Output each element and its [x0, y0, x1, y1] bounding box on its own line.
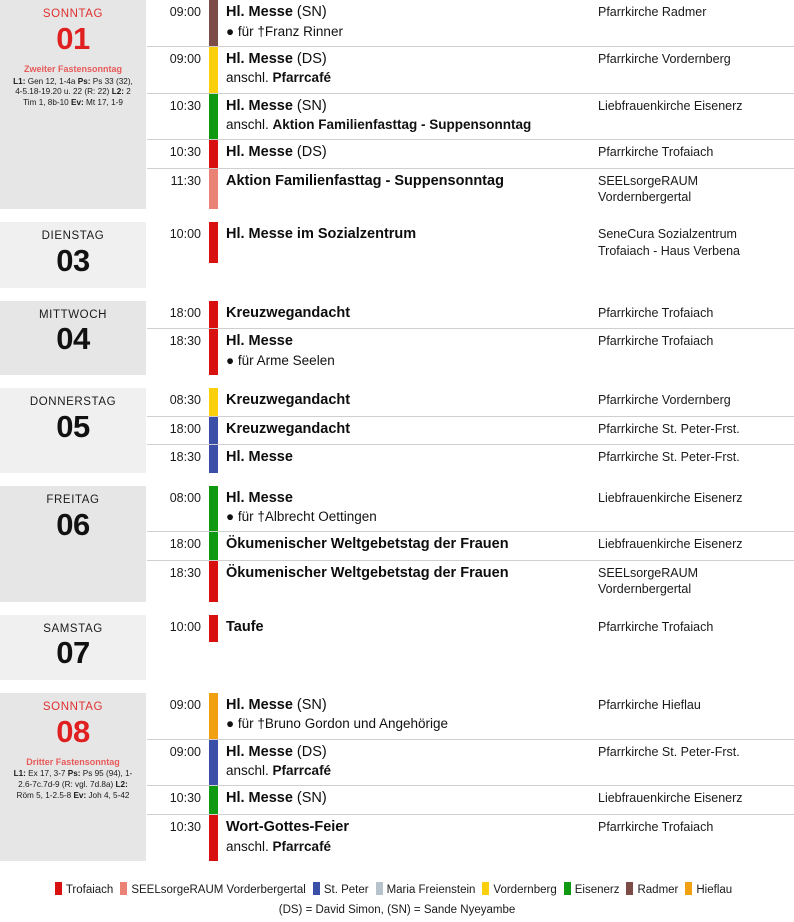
event-row[interactable]: [147, 486, 794, 533]
event-row[interactable]: [147, 786, 794, 815]
day-number: 07: [56, 635, 90, 671]
event-description: [226, 169, 594, 210]
events-column: [146, 222, 794, 287]
parish-color-bar: [209, 786, 218, 814]
day-block: [0, 388, 794, 474]
event-row[interactable]: [147, 693, 794, 740]
event-time: 09:00: [169, 5, 201, 19]
event-followup-prefix: anschl.: [226, 70, 273, 86]
legend-label: St. Peter: [323, 883, 369, 896]
day-number: 05: [56, 408, 90, 444]
event-location: Pfarrkirche Vordernberg: [598, 393, 731, 408]
legend-label: Hieflau: [696, 883, 733, 896]
event-row[interactable]: [147, 0, 794, 47]
legend-item: [376, 882, 476, 899]
events-column: [146, 693, 794, 861]
event-followup: [226, 838, 588, 856]
weekday-label: SONNTAG: [42, 700, 104, 713]
parish-color-bar: [209, 615, 218, 643]
legend-item: [482, 882, 556, 899]
events-column: [146, 0, 794, 209]
legend-label: Eisenerz: [574, 883, 620, 896]
event-location: Pfarrkirche Trofaiach: [598, 619, 714, 634]
event-title-text: Aktion Familienfasttag - Suppensonntag: [226, 172, 504, 189]
weekday-label: DIENSTAG: [41, 230, 105, 243]
events-column: [146, 615, 794, 680]
day-block: [0, 0, 794, 210]
day-number: 01: [56, 20, 90, 56]
day-block-separator: [0, 474, 794, 486]
event-time: 10:30: [169, 98, 201, 113]
event-title: [226, 304, 588, 324]
event-location: SEELsorgeRAUM Vordernbergertal: [598, 173, 699, 205]
day-block: [0, 301, 794, 376]
legend-label: Trofaiach: [65, 883, 114, 896]
date-column: [0, 615, 146, 680]
event-followup: [226, 69, 588, 87]
event-time: 10:00: [169, 227, 201, 242]
event-description: [226, 615, 594, 643]
day-block-separator: [0, 210, 794, 222]
legend-color-swatch: [482, 882, 489, 895]
weekday-label: MITTWOCH: [38, 308, 108, 321]
event-followup-name: Pfarrcafé: [272, 763, 332, 779]
event-time: 10:30: [169, 791, 201, 806]
event-followup-prefix: anschl.: [226, 763, 273, 779]
event-description: [226, 417, 594, 445]
legend-label: Maria Freienstein: [386, 883, 476, 896]
event-location: Pfarrkirche Hieflau: [598, 697, 701, 712]
event-row[interactable]: [147, 169, 794, 210]
event-row[interactable]: [147, 94, 794, 141]
event-title: [226, 535, 588, 555]
event-location: Liebfrauenkirche Eisenerz: [598, 791, 743, 806]
scripture-readings: L1: Ex 17, 3-7 Ps: Ps 95 (94), 1-2.6-7c.7d-9 (R: vgl. 7d.8a) L2: Röm 5, 1-2.5-8 Ev: Joh 4, 5-42: [13, 769, 133, 800]
event-description: [226, 693, 594, 739]
event-title-text: Ökumenischer Weltgebetstag der Frauen: [226, 536, 509, 553]
event-time: 09:00: [169, 744, 201, 759]
event-row[interactable]: [147, 329, 794, 375]
event-followup-prefix: anschl.: [226, 838, 273, 854]
event-title: [226, 818, 588, 838]
event-title-text: Taufe: [226, 618, 264, 635]
parish-color-bar: [209, 169, 218, 210]
event-title: [226, 143, 588, 163]
parish-color-bar: [209, 417, 218, 445]
event-row[interactable]: [147, 417, 794, 446]
event-location: Pfarrkirche Trofaiach: [598, 145, 714, 160]
day-number: 06: [56, 506, 90, 542]
event-title-text: Hl. Messe: [226, 333, 293, 350]
event-description: [226, 301, 594, 329]
event-time: 11:30: [170, 173, 201, 188]
day-block-separator: [0, 862, 794, 874]
event-title-text: Kreuzwegandacht: [226, 304, 351, 321]
parish-color-bar: [209, 693, 218, 739]
legend-color-swatch: [120, 882, 127, 895]
event-title-text: Hl. Messe: [226, 790, 293, 807]
event-description: [226, 740, 594, 786]
event-description: [226, 388, 594, 416]
weekday-label: SAMSTAG: [43, 622, 103, 635]
event-intention-note: ● für †Bruno Gordon und Angehörige: [226, 716, 449, 732]
event-title-text: Hl. Messe: [226, 144, 293, 161]
event-title-text: Hl. Messe: [226, 449, 293, 466]
parish-color-bar: [209, 815, 218, 861]
event-title-text: Ökumenischer Weltgebetstag der Frauen: [226, 565, 509, 582]
event-description: [226, 486, 594, 532]
date-column: [0, 222, 146, 287]
day-number: 04: [56, 321, 90, 357]
event-row[interactable]: [147, 445, 794, 473]
legend-color-swatch: [55, 882, 62, 895]
event-description: [226, 47, 594, 93]
event-title: [226, 97, 588, 117]
event-title: [226, 789, 588, 809]
event-location: SEELsorgeRAUM Vordernbergertal: [598, 566, 699, 597]
celebrant-abbreviation: (DS): [292, 743, 327, 760]
day-block-separator: [0, 289, 794, 301]
event-location: Pfarrkirche St. Peter-Frst.: [598, 450, 740, 465]
parish-color-bar: [209, 301, 218, 329]
date-column: [0, 388, 146, 473]
legend-label: Radmer: [637, 883, 679, 896]
event-description: [226, 815, 594, 861]
parish-color-bar: [209, 0, 218, 46]
legend-color-swatch: [685, 882, 692, 895]
event-location: Pfarrkirche Trofaiach: [598, 819, 714, 834]
event-followup-name: Pfarrcafé: [272, 838, 332, 854]
event-time: 18:00: [169, 421, 201, 436]
day-block: [0, 615, 794, 681]
weekday-label: DONNERSTAG: [29, 396, 117, 409]
legend-item: [626, 882, 678, 899]
event-title: [226, 564, 588, 584]
event-title: [226, 696, 588, 716]
celebrant-abbreviation: (SN): [292, 696, 327, 713]
event-location: Pfarrkirche St. Peter-Frst.: [598, 744, 740, 759]
parish-color-legend: [0, 874, 794, 904]
events-column-filler: [147, 642, 794, 680]
event-description: [226, 445, 594, 473]
events-column: [146, 486, 794, 602]
parish-color-bar: [209, 329, 218, 375]
event-time: 18:30: [169, 334, 201, 349]
celebrant-abbreviation: (DS): [292, 50, 327, 67]
legend-color-swatch: [564, 882, 571, 895]
legend-item: [313, 882, 369, 899]
event-title: [226, 743, 588, 763]
event-time: 09:00: [169, 51, 201, 66]
day-block: [0, 486, 794, 603]
celebrant-abbreviation: (SN): [292, 97, 327, 114]
event-title-text: Hl. Messe: [226, 97, 293, 114]
legend-color-swatch: [626, 882, 633, 895]
event-title: [226, 618, 588, 638]
parish-color-bar: [209, 445, 218, 473]
event-row[interactable]: [147, 615, 794, 643]
event-description: [226, 329, 594, 375]
legend-color-swatch: [313, 882, 320, 895]
event-followup-name: Pfarrcafé: [272, 70, 332, 86]
event-title-text: Hl. Messe: [226, 696, 293, 713]
event-followup: [226, 116, 588, 134]
event-followup: [226, 762, 588, 780]
parish-color-bar: [209, 532, 218, 560]
event-description: [226, 0, 594, 46]
parish-color-bar: [209, 140, 218, 168]
event-time: 10:30: [169, 145, 201, 160]
day-block-separator: [0, 681, 794, 693]
parish-color-bar: [209, 486, 218, 532]
events-column: [146, 388, 794, 473]
date-column: [0, 301, 146, 375]
event-time: 10:30: [169, 819, 201, 834]
events-column: [146, 301, 794, 375]
event-time: 18:30: [169, 566, 201, 581]
legend-label: SEELsorgeRAUM Vorderbergertal: [131, 883, 306, 896]
date-column: [0, 0, 146, 209]
scripture-readings: L1: Gen 12, 1-4a Ps: Ps 33 (32), 4-5.18-19.20 u. 22 (R: 22) L2: 2 Tim 1, 8b-10 Ev: Mt 17, 1-9: [13, 76, 133, 108]
event-location: SeneCura Sozialzentrum Trofaiach - Haus Verbena: [598, 227, 740, 258]
event-title: [226, 3, 588, 23]
event-title-text: Kreuzwegandacht: [226, 392, 351, 409]
event-followup-name: Aktion Familienfasttag - Suppensonntag: [272, 117, 532, 133]
event-description: [226, 532, 594, 560]
legend-item: [55, 882, 114, 899]
event-followup-prefix: anschl.: [226, 117, 273, 133]
day-number: 08: [56, 713, 90, 749]
event-row[interactable]: [147, 301, 794, 330]
event-title: [226, 391, 588, 411]
weekday-label: FREITAG: [46, 493, 100, 506]
legend-item: [120, 882, 306, 899]
event-description: [226, 94, 594, 140]
day-block-separator: [0, 376, 794, 388]
celebrant-abbreviation: (DS): [292, 144, 327, 161]
date-column: [0, 486, 146, 602]
event-intention-note: ● für †Franz Rinner: [226, 23, 343, 39]
celebrant-abbreviation: (SN): [292, 4, 327, 20]
legend-item: [564, 882, 620, 899]
event-time: 18:00: [169, 305, 201, 320]
parish-color-bar: [209, 388, 218, 416]
parish-color-bar: [209, 740, 218, 786]
event-title-text: Kreuzwegandacht: [226, 420, 351, 437]
event-location: Pfarrkirche Trofaiach: [598, 334, 714, 349]
legend-abbreviation-note: (DS) = David Simon, (SN) = Sande Nyeyambe: [278, 903, 516, 916]
event-title: [226, 489, 588, 509]
feast-name: Dritter Fastensonntag: [26, 757, 120, 768]
event-time: 08:00: [169, 490, 201, 505]
event-row[interactable]: [147, 815, 794, 861]
celebrant-abbreviation: (SN): [292, 790, 327, 807]
date-column: [0, 693, 146, 861]
event-row[interactable]: [147, 561, 794, 602]
day-number: 03: [56, 243, 90, 279]
legend-item: [685, 882, 732, 899]
event-title-text: Hl. Messe: [226, 4, 293, 20]
event-title: [226, 225, 588, 245]
event-location: Pfarrkirche Radmer: [598, 5, 707, 19]
parish-color-bar: [209, 561, 218, 602]
parish-color-bar: [209, 47, 218, 93]
event-row[interactable]: [147, 47, 794, 94]
event-title: [226, 332, 588, 352]
event-title-text: Hl. Messe: [226, 743, 293, 760]
event-description: [226, 786, 594, 814]
event-location: Liebfrauenkirche Eisenerz: [598, 490, 743, 505]
event-time: 10:00: [169, 619, 201, 634]
event-title: [226, 172, 588, 192]
event-description: [226, 140, 594, 168]
parish-color-bar: [209, 222, 218, 263]
events-column-filler: [147, 263, 794, 288]
day-block-separator: [0, 603, 794, 615]
day-block: [0, 222, 794, 288]
event-location: Pfarrkirche Trofaiach: [598, 305, 714, 320]
event-description: [226, 222, 594, 263]
event-intention-note: ● für †Albrecht Oettingen: [226, 509, 377, 525]
event-description: [226, 561, 594, 602]
event-time: 08:30: [169, 393, 201, 408]
event-title: [226, 448, 588, 468]
event-row[interactable]: [147, 222, 794, 263]
event-title-text: Hl. Messe: [226, 50, 293, 67]
event-location: Pfarrkirche Vordernberg: [598, 51, 731, 66]
event-title-text: Hl. Messe im Sozialzentrum: [226, 226, 417, 243]
event-intention-note: ● für Arme Seelen: [226, 352, 335, 368]
event-row[interactable]: [147, 740, 794, 787]
event-time: 18:00: [169, 537, 201, 552]
event-row[interactable]: [147, 532, 794, 561]
legend-color-swatch: [376, 882, 383, 895]
day-block: [0, 693, 794, 862]
event-row[interactable]: [147, 140, 794, 169]
event-time: 09:00: [169, 697, 201, 712]
legend-label: Vordernberg: [493, 883, 557, 896]
event-title: [226, 420, 588, 440]
event-title-text: Hl. Messe: [226, 489, 293, 506]
event-row[interactable]: [147, 388, 794, 417]
event-location: Liebfrauenkirche Eisenerz: [598, 98, 743, 113]
event-time: 18:30: [169, 450, 201, 465]
event-location: Pfarrkirche St. Peter-Frst.: [598, 421, 740, 436]
event-title-text: Wort-Gottes-Feier: [226, 818, 349, 835]
feast-name: Zweiter Fastensonntag: [23, 64, 122, 75]
event-title: [226, 50, 588, 70]
weekday-label: SONNTAG: [42, 8, 104, 20]
event-location: Liebfrauenkirche Eisenerz: [598, 537, 743, 552]
parish-color-bar: [209, 94, 218, 140]
